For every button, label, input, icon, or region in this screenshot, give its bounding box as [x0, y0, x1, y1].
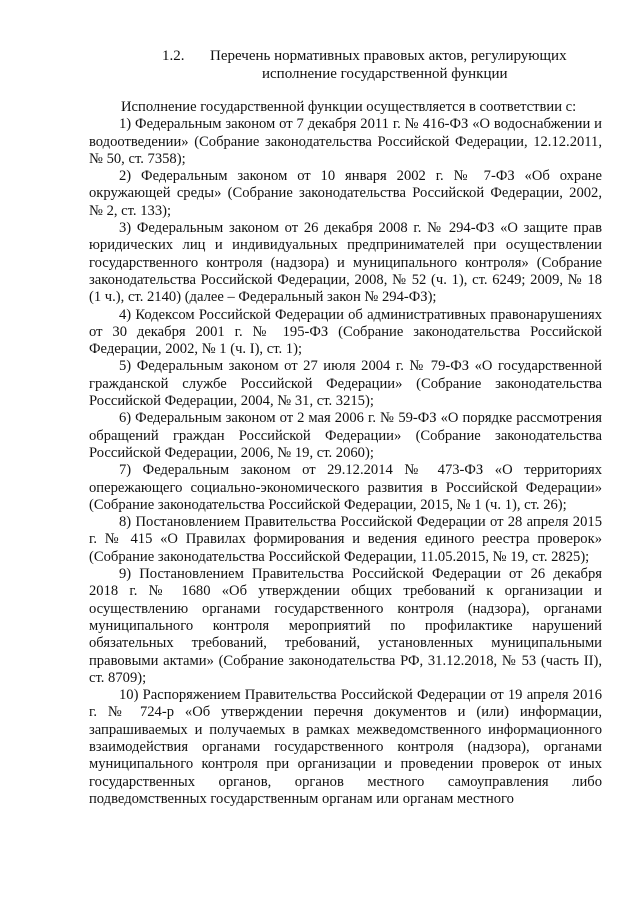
intro-paragraph: Исполнение государственной функции осуществляется в соответствии с:: [121, 99, 577, 115]
list-item: 10) Распоряжением Правительства Российской Федерации от 19 апреля 2016 г. № 724-р «Об утверждении перечня документов и (или) информации, запрашиваемых и получаемых в рамках межведомственного информационного взаимодействия органами государственного контроля (надзора), органами муниципального контроля при организации и проведении проверок от иных государственных органов, органов местного самоуправления либо подведомственных государственным органам или органам местного: [89, 687, 602, 807]
list-item: 9) Постановлением Правительства Российской Федерации от 26 декабря 2018 г. № 1680 «Об утверждении общих требований к организации и осуществлению органами государственного контроля (надзора), органами муниципального контроля мероприятий по профилактике нарушений обязательных требований, требований, установленных муниципальными правовыми актами» (Собрание законодательства РФ, 31.12.2018, № 53 (часть II), ст. 8709);: [89, 566, 602, 686]
document-body: [89, 99, 602, 808]
section-heading: [90, 47, 610, 83]
list-item: 6) Федеральным законом от 2 мая 2006 г. № 59-ФЗ «О порядке рассмотрения обращений граждан Российской Федерации» (Собрание законодательства Российской Федерации, 2006, № 19, ст. 2060);: [89, 410, 602, 461]
list-item: 1) Федеральным законом от 7 декабря 2011 г. № 416-ФЗ «О водоснабжении и водоотведении» (Собрание законодательства Российской Федерации, 12.12.2011, № 50, ст. 7358);: [89, 116, 602, 167]
section-title-line2: исполнение государственной функции: [262, 66, 508, 82]
list-item: 8) Постановлением Правительства Российской Федерации от 28 апреля 2015 г. № 415 «О Правилах формирования и ведения единого реестра проверок» (Собрание законодательства Российской Федерации, 11.05.2015, № 19, ст. 2825);: [89, 514, 602, 565]
section-title-line1: Перечень нормативных правовых актов, регулирующих: [210, 48, 567, 64]
list-item: 7) Федеральным законом от 29.12.2014 № 473-ФЗ «О территориях опережающего социально-экономического развития в Российской Федерации» (Собрание законодательства Российской Федерации, 2015, № 1 (ч. 1), ст. 26);: [89, 462, 602, 513]
list-item: 3) Федеральным законом от 26 декабря 2008 г. № 294-ФЗ «О защите прав юридических лиц и индивидуальных предпринимателей при осуществлении государственного контроля (надзора) и муниципального контроля» (Собрание законодательства Российской Федерации, 2008, № 52 (ч. 1), ст. 6249; 2009, № 18 (1 ч.), ст. 2140) (далее – Федеральный закон № 294-ФЗ);: [89, 220, 602, 306]
list-item: 4) Кодексом Российской Федерации об административных правонарушениях от 30 декабря 2001 г. № 195-ФЗ (Собрание законодательства Российской Федерации, 2002, № 1 (ч. I), ст. 1);: [89, 306, 602, 358]
list-item: 2) Федеральным законом от 10 января 2002 г. № 7-ФЗ «Об охране окружающей среды» (Собрание законодательства Российской Федерации, 2002, № 2, ст. 133);: [89, 168, 602, 219]
section-number: 1.2.: [162, 48, 185, 64]
list-item: 5) Федеральным законом от 27 июля 2004 г. № 79-ФЗ «О государственной гражданской службе Российской Федерации» (Собрание законодательства Российской Федерации, 2004, № 31, ст. 3215);: [89, 358, 602, 410]
